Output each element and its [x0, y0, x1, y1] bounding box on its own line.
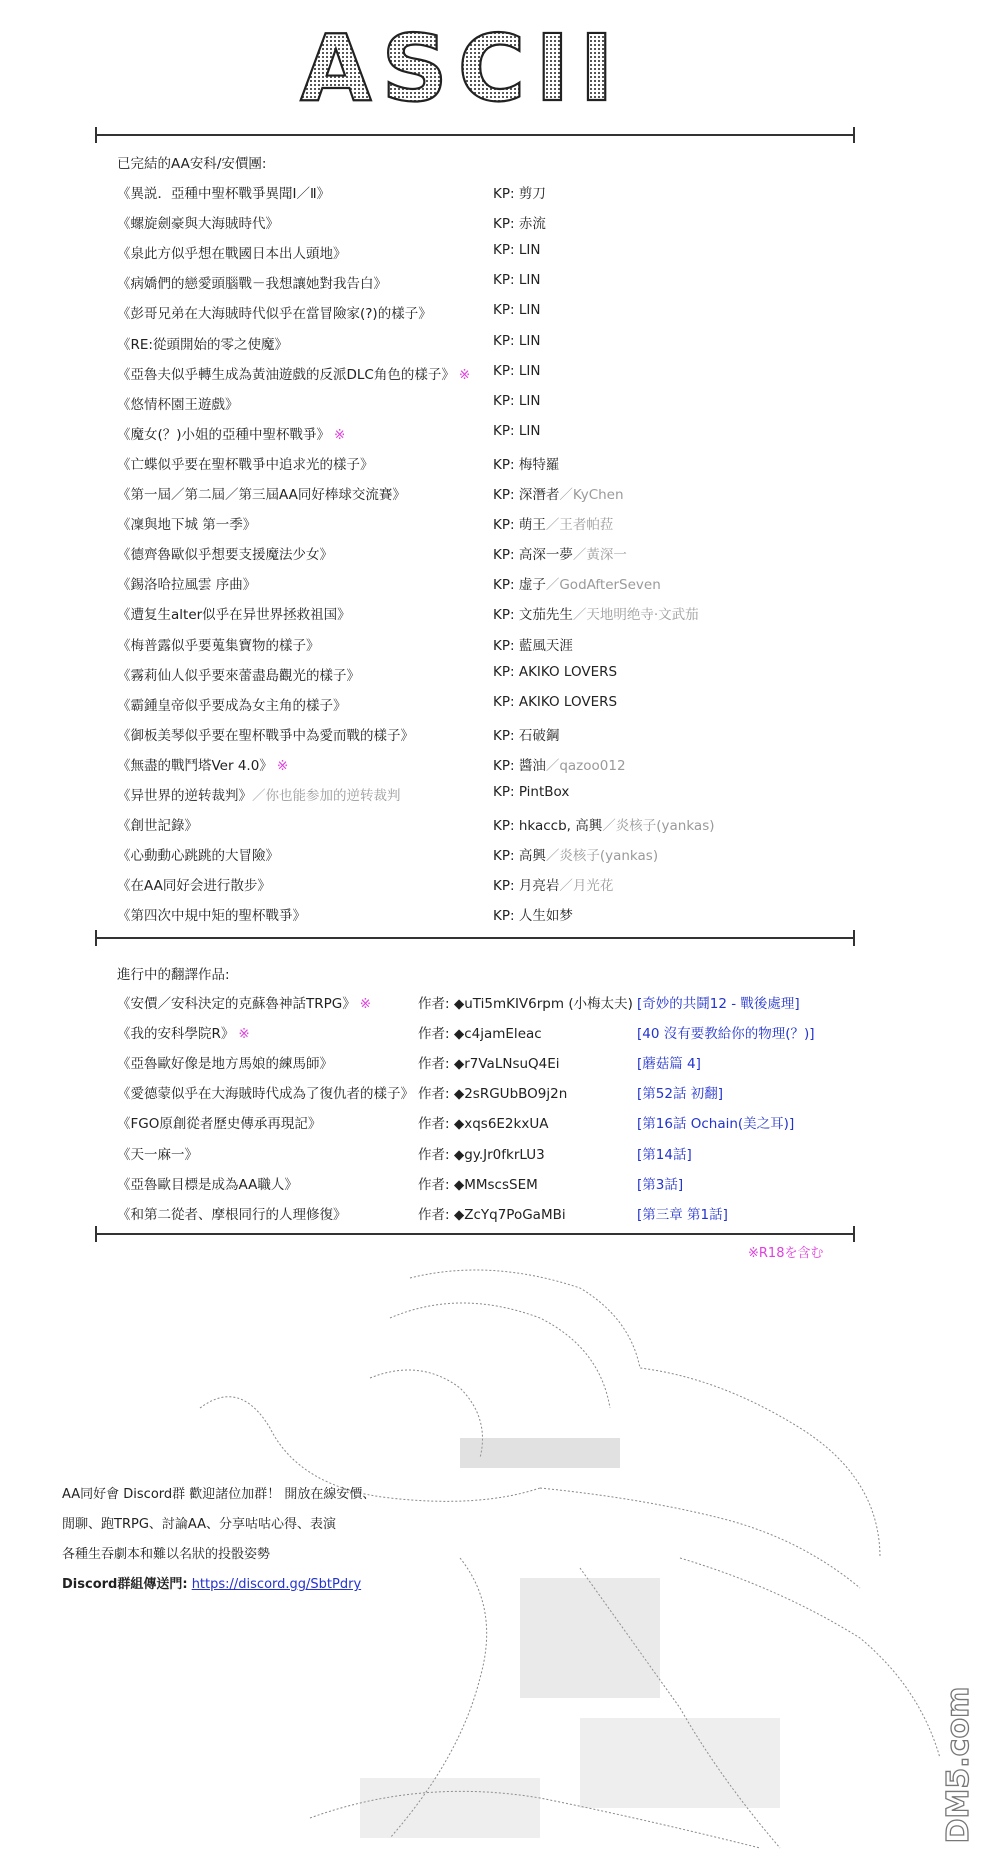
completed-kp: [493, 573, 661, 593]
completed-kp: [493, 874, 613, 894]
translation-title-text: 《我的安科學院R》: [117, 1026, 235, 1043]
translation-progress-link[interactable]: [奇妙的共鬪12 - 戰後處理]: [637, 996, 800, 1012]
translation-title: [117, 1112, 321, 1132]
kp-alias: ／王者帕菈: [545, 517, 614, 534]
completed-title: [117, 814, 198, 834]
completed-kp: [493, 363, 540, 379]
kp-alias: ／黃深一: [572, 547, 627, 564]
completed-kp: [493, 302, 540, 318]
completed-kp: [493, 272, 540, 288]
kp-name: KP: LIN: [493, 362, 541, 379]
completed-title-text: 《霧莉仙人似乎要來蕾盡島觀光的樣子》: [117, 667, 360, 684]
completed-title: [117, 242, 347, 262]
completed-title-text: 《彭哥兄弟在大海賊時代似乎在當冒險家(?)的樣子》: [117, 306, 432, 323]
completed-title: [117, 874, 271, 894]
translations-heading: 進行中的翻譯作品:: [117, 967, 230, 983]
translation-title-text: 《和第二從者、摩根同行的人理修復》: [117, 1206, 347, 1223]
completed-row: [0, 242, 1000, 266]
translation-progress-link[interactable]: [第16話 Ochain(美之耳)]: [637, 1116, 795, 1133]
completed-title: [117, 182, 330, 202]
kp-alias: ／炎核子(yankas): [602, 818, 715, 835]
completed-row: [0, 573, 1000, 597]
completed-title-text: 《德齊魯歐似乎想要支援魔法少女》: [117, 547, 333, 564]
translation-title: [117, 1143, 198, 1163]
completed-title-text: 《在AA同好会进行散步》: [117, 878, 271, 895]
completed-title-text: 《遭复生alter似乎在异世界拯救祖国》: [117, 607, 351, 624]
completed-title: [117, 363, 470, 383]
completed-row: [0, 754, 1000, 778]
completed-title-text: 《悠情杯園王遊戲》: [117, 396, 239, 413]
kp-alias: ／KyChen: [559, 487, 624, 503]
completed-title: [117, 483, 406, 503]
completed-title-text: 《霸鍾皇帝似乎要成為女主角的樣子》: [117, 697, 347, 714]
kp-name: KP: 萌王: [493, 517, 546, 534]
kp-name: KP: LIN: [493, 272, 541, 289]
completed-row: [0, 724, 1000, 748]
translation-row: [0, 1022, 1000, 1046]
translation-author: 作者: ◆r7VaLNsuQ4Ei: [418, 1056, 560, 1073]
translation-author: 作者: ◆xqs6E2kxUA: [418, 1116, 549, 1133]
discord-link-line: [62, 1570, 382, 1600]
completed-title-text: 《第四次中規中矩的聖杯戰爭》: [117, 908, 306, 925]
dm5-watermark: [941, 1686, 988, 1844]
completed-row: [0, 272, 1000, 296]
completed-kp: [493, 423, 540, 439]
translation-title: [117, 1052, 333, 1072]
divider-top: [96, 134, 854, 136]
translation-progress-link[interactable]: [蘑菇篇 4]: [637, 1056, 701, 1073]
completed-kp: [493, 393, 540, 409]
completed-row: [0, 814, 1000, 838]
completed-title: [117, 453, 374, 473]
kp-name: KP: PintBox: [493, 784, 570, 800]
translation-author: 作者: ◆MMscsSEM: [418, 1176, 538, 1193]
completed-title: [117, 904, 306, 924]
completed-row: [0, 694, 1000, 718]
completed-title-text: 《第一屆／第二屆／第三屆AA同好棒球交流賽》: [117, 487, 406, 503]
translation-row: [0, 1052, 1000, 1076]
completed-kp: [493, 513, 613, 533]
completed-kp: [493, 483, 624, 503]
completed-kp: [493, 603, 699, 623]
kp-name: KP: 剪刀: [493, 186, 546, 202]
completed-title-text: 《異説．亞種中聖杯戰爭異聞Ⅰ／Ⅱ》: [117, 186, 331, 202]
completed-kp: [493, 634, 573, 654]
kp-name: KP: 虚子: [493, 577, 546, 594]
completed-kp: [493, 724, 559, 744]
completed-title: [117, 543, 333, 563]
completed-title: [117, 844, 279, 864]
completed-title: [117, 333, 288, 353]
translation-row: [0, 1173, 1000, 1197]
completed-title-text: 《魔女(？)小姐的亞種中聖杯戰爭》: [117, 426, 331, 443]
completed-heading: 已完結的AA安科/安價團:: [117, 156, 267, 172]
completed-title-text: 《御板美琴似乎要在聖杯戰爭中為愛而戰的樣子》: [117, 727, 414, 744]
completed-row: [0, 874, 1000, 898]
banner-text: ASCII: [300, 15, 624, 122]
ascii-banner: [290, 15, 635, 122]
kp-name: KP: 梅特羅: [493, 456, 560, 473]
completed-row: [0, 634, 1000, 658]
kp-name: KP: 藍風天涯: [493, 637, 573, 654]
completed-kp: [493, 453, 559, 473]
kp-alias: ／GodAfterSeven: [545, 577, 661, 594]
divider-bottom: [96, 1233, 854, 1235]
completed-row: [0, 603, 1000, 627]
completed-title: [117, 573, 256, 593]
completed-title-text: 《RE:從頭開始的零之使魔》: [117, 336, 288, 353]
translation-author: 作者: ◆gy.Jr0fkrLU3: [418, 1146, 545, 1163]
completed-kp: [493, 754, 626, 774]
completed-title: [117, 634, 320, 654]
r18-mark: ※: [238, 1026, 250, 1043]
completed-title-text: 《异世界的逆转裁判》: [117, 788, 252, 804]
translation-progress-link[interactable]: [第52話 初翻]: [637, 1086, 724, 1103]
completed-kp: [493, 904, 573, 924]
completed-title: [117, 423, 345, 443]
completed-kp: [493, 333, 540, 349]
r18-note: ※R18を含む: [748, 1246, 824, 1261]
translation-title-text: 《安價／安科決定的克蘇魯神話TRPG》: [117, 996, 356, 1012]
completed-row: [0, 483, 1000, 507]
completed-row: [0, 182, 1000, 206]
completed-title-text: 《泉此方似乎想在戰國日本出人頭地》: [117, 246, 347, 263]
completed-row: [0, 784, 1000, 808]
completed-title-text: 《亞魯夫似乎轉生成為黃油遊戲的反派DLC角色的樣子》: [117, 366, 455, 383]
kp-name: KP: 石破鋼: [493, 727, 560, 744]
discord-info: [62, 1480, 382, 1600]
discord-link-label: Discord群組傳送門:: [62, 1577, 188, 1592]
completed-row: [0, 393, 1000, 417]
kp-name: KP: 人生如梦: [493, 908, 573, 925]
completed-row: [0, 212, 1000, 236]
completed-title-text: 《心動動心跳跳的大冒險》: [117, 848, 279, 865]
translation-progress-link[interactable]: [40 沒有要教給你的物理(？)]: [637, 1026, 815, 1043]
completed-title: [117, 393, 239, 413]
translation-row: [0, 1082, 1000, 1106]
discord-line-1: AA同好會 Discord群 歡迎諸位加群！ 開放在線安價、: [62, 1487, 376, 1502]
completed-row: [0, 363, 1000, 387]
kp-name: KP: 高興: [493, 848, 546, 865]
completed-title-text: 《病嬌們的戀愛頭腦戰－我想讓她對我告白》: [117, 276, 387, 293]
kp-alias: ／炎核子(yankas): [545, 848, 659, 865]
kp-name: KP: LIN: [493, 242, 541, 259]
completed-kp: [493, 844, 658, 864]
translation-title-text: 《亞魯歐目標是成為AA職人》: [117, 1176, 298, 1193]
translation-title-text: 《愛德蒙似乎在大海賊時代成為了復仇者的樣子》: [117, 1086, 414, 1103]
completed-kp: [493, 212, 546, 232]
translation-row: [0, 1112, 1000, 1136]
kp-name: KP: 深潛者: [493, 487, 560, 503]
completed-kp: [493, 784, 569, 800]
completed-row: [0, 333, 1000, 357]
completed-title: [117, 513, 256, 533]
completed-title: [117, 694, 347, 714]
translation-title-text: 《天一麻一》: [117, 1146, 198, 1163]
kp-name: KP: LIN: [493, 392, 541, 409]
completed-kp: [493, 543, 627, 563]
completed-row: [0, 844, 1000, 868]
completed-title-text: 《螺旋劍豪與大海賊時代》: [117, 216, 279, 233]
title-subtitle: ／你也能参加的逆转裁判: [252, 788, 401, 804]
kp-name: KP: 月亮岩: [493, 878, 560, 895]
kp-alias: ／月光花: [559, 878, 614, 895]
translation-progress-link[interactable]: [第14話]: [637, 1146, 692, 1163]
completed-row: [0, 513, 1000, 537]
translation-title: [117, 1173, 298, 1193]
discord-line-2: 閒聊、跑TRPG、討論AA、分享咕咕心得、表演: [62, 1517, 337, 1532]
completed-row: [0, 302, 1000, 326]
completed-title: [117, 212, 279, 232]
completed-row: [0, 453, 1000, 477]
kp-name: KP: AKIKO LOVERS: [493, 693, 618, 710]
completed-title: [117, 784, 401, 804]
completed-title-text: 《錫洛哈拉風雲 序曲》: [117, 577, 257, 594]
r18-mark: ※: [458, 366, 471, 383]
kp-alias: ／天地明绝寺·文武茄: [572, 607, 699, 624]
kp-name: KP: 文茄先生: [493, 607, 573, 624]
completed-kp: [493, 664, 617, 680]
translation-title: [117, 1082, 414, 1102]
completed-row: [0, 543, 1000, 567]
discord-line-3: 各種生吞劇本和難以名狀的投骰姿勢: [62, 1547, 271, 1562]
completed-title: [117, 754, 288, 774]
kp-name: KP: hkaccb, 高興: [493, 818, 603, 835]
completed-kp: [493, 182, 546, 202]
completed-row: [0, 904, 1000, 928]
discord-link[interactable]: https://discord.gg/SbtPdry: [191, 1577, 362, 1592]
translation-title-text: 《亞魯歐好像是地方馬娘的練馬師》: [117, 1056, 333, 1073]
completed-title-text: 《梅普露似乎要蒐集寶物的樣子》: [117, 637, 320, 654]
completed-kp: [493, 694, 617, 710]
completed-title-text: 《無盡的戰鬥塔Ver 4.0》: [117, 757, 273, 774]
translation-progress-link[interactable]: [第三章 第1話]: [637, 1206, 728, 1223]
kp-name: KP: LIN: [493, 422, 541, 439]
translation-progress-link[interactable]: [第3話]: [637, 1176, 684, 1193]
translation-row: [0, 1203, 1000, 1227]
kp-name: KP: AKIKO LOVERS: [493, 663, 618, 680]
translation-row: [0, 1143, 1000, 1167]
translation-title: [117, 992, 371, 1012]
kp-name: KP: 高深一夢: [493, 547, 573, 564]
divider-middle: [96, 937, 854, 939]
completed-row: [0, 664, 1000, 688]
watermark-text: DM5.com: [941, 1686, 976, 1844]
kp-alias: ／qazoo012: [545, 757, 626, 774]
r18-mark: ※: [276, 757, 289, 774]
completed-kp: [493, 242, 540, 258]
completed-title: [117, 603, 351, 623]
completed-title: [117, 302, 432, 322]
translation-author: 作者: ◆ZcYq7PoGaMBi: [418, 1206, 566, 1223]
translation-author: 作者: ◆c4jamEleac: [418, 1026, 542, 1043]
kp-name: KP: LIN: [493, 302, 541, 319]
completed-title-text: 《凜與地下城 第一季》: [117, 517, 257, 534]
translation-row: [0, 992, 1000, 1016]
translation-author: 作者: ◆uTi5mKIV6rpm (小梅太夫): [418, 996, 633, 1012]
completed-title: [117, 664, 360, 684]
r18-mark: ※: [359, 996, 372, 1012]
translation-title: [117, 1203, 347, 1223]
completed-row: [0, 423, 1000, 447]
completed-title-text: 《創世記錄》: [117, 818, 198, 835]
completed-title-text: 《亡蝶似乎要在聖杯戰爭中追求光的樣子》: [117, 456, 374, 473]
completed-title: [117, 272, 387, 292]
translation-author: 作者: ◆2sRGUbBO9j2n: [418, 1086, 568, 1103]
kp-name: KP: LIN: [493, 332, 541, 349]
kp-name: KP: 赤流: [493, 216, 546, 233]
completed-kp: [493, 814, 715, 834]
translation-title-text: 《FGO原創從者歷史傳承再現記》: [117, 1116, 322, 1133]
kp-name: KP: 醬油: [493, 757, 546, 774]
translation-title: [117, 1022, 250, 1042]
r18-mark: ※: [334, 426, 346, 443]
completed-title: [117, 724, 414, 744]
